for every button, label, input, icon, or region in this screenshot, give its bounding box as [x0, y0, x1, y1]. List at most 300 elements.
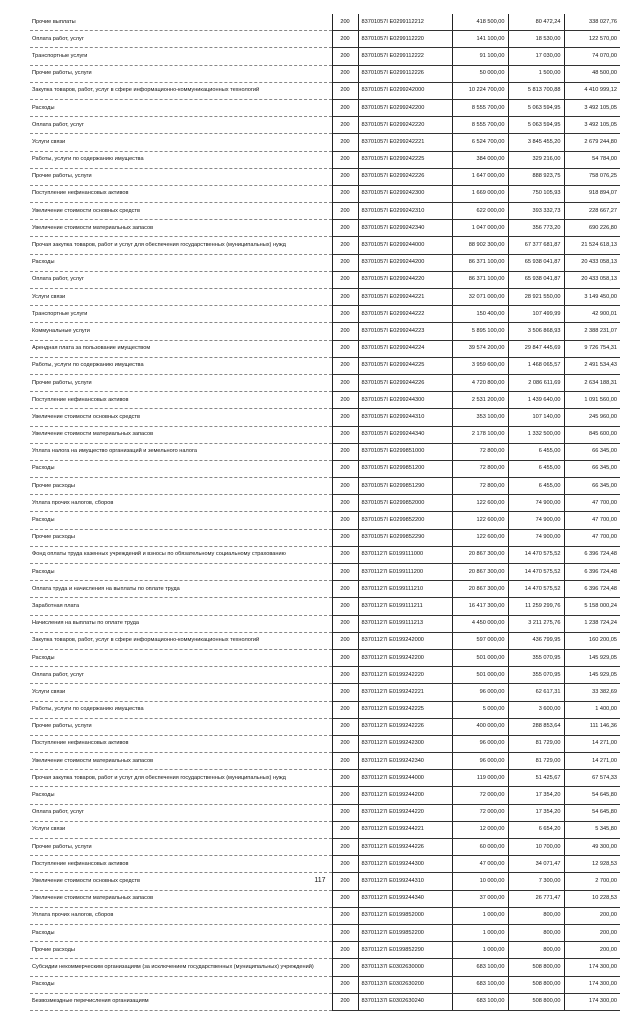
row-executed-amount: 17 030,00 — [508, 48, 564, 65]
row-name-text: Прочие расходы — [32, 534, 75, 541]
table-row — [30, 289, 620, 306]
row-name-text: Закупка товаров, работ, услуг в сфере информационно-коммуникационных технологий — [32, 87, 260, 94]
row-name-text: Прочие работы, услуги — [32, 70, 92, 77]
row-approved-amount: 10 000,00 — [452, 873, 508, 890]
row-line-code: 200 — [332, 117, 358, 134]
row-line-code: 200 — [332, 134, 358, 151]
table-row — [30, 65, 620, 82]
row-unexecuted-amount: 6 396 724,48 — [564, 546, 620, 563]
row-unexecuted-amount: 3 492 105,05 — [564, 99, 620, 116]
row-line-code: 200 — [332, 168, 358, 185]
row-name-text: Оплата работ, услуг — [32, 35, 84, 42]
row-executed-amount: 800,00 — [508, 907, 564, 924]
table-row — [30, 512, 620, 529]
row-name — [30, 564, 332, 581]
row-name — [30, 615, 332, 632]
row-approved-amount: 72 800,00 — [452, 460, 508, 477]
row-name-text: Поступление нефинансовых активов — [32, 860, 129, 867]
row-executed-amount: 14 470 575,52 — [508, 564, 564, 581]
row-budget-code: 83701127I E0199111210 — [358, 581, 452, 598]
table-row — [30, 460, 620, 477]
table-row — [30, 48, 620, 65]
row-executed-amount: 17 354,20 — [508, 787, 564, 804]
table-row — [30, 220, 620, 237]
row-name — [30, 581, 332, 598]
row-unexecuted-amount: 111 146,36 — [564, 718, 620, 735]
row-budget-code: 83701127I E0199852200 — [358, 924, 452, 941]
row-unexecuted-amount: 6 396 724,48 — [564, 581, 620, 598]
table-row — [30, 821, 620, 838]
row-name-text: Услуги связи — [32, 688, 66, 695]
row-line-code: 200 — [332, 993, 358, 1010]
table-row — [30, 753, 620, 770]
row-budget-code: 83701057I E0299244310 — [358, 409, 452, 426]
row-name — [30, 924, 332, 941]
row-executed-amount: 3 211 275,76 — [508, 615, 564, 632]
row-name — [30, 976, 332, 993]
row-unexecuted-amount: 2 491 534,43 — [564, 357, 620, 374]
row-name — [30, 495, 332, 512]
row-line-code: 200 — [332, 564, 358, 581]
table-row — [30, 374, 620, 391]
table-row — [30, 632, 620, 649]
row-executed-amount: 74 900,00 — [508, 512, 564, 529]
row-executed-amount: 11 259 299,76 — [508, 598, 564, 615]
row-executed-amount: 355 070,95 — [508, 649, 564, 666]
row-approved-amount: 683 100,00 — [452, 976, 508, 993]
row-budget-code: 83701057I E0299244222 — [358, 306, 452, 323]
row-unexecuted-amount: 48 500,00 — [564, 65, 620, 82]
row-line-code: 200 — [332, 684, 358, 701]
row-line-code: 200 — [332, 598, 358, 615]
row-budget-code: 83701057I E0299112226 — [358, 65, 452, 82]
row-unexecuted-amount: 338 027,76 — [564, 14, 620, 31]
row-name — [30, 478, 332, 495]
row-name — [30, 598, 332, 615]
table-row — [30, 718, 620, 735]
row-executed-amount: 5 063 594,95 — [508, 99, 564, 116]
row-name — [30, 701, 332, 718]
row-unexecuted-amount: 47 700,00 — [564, 512, 620, 529]
row-approved-amount: 1 000,00 — [452, 942, 508, 959]
row-line-code: 200 — [332, 340, 358, 357]
row-approved-amount: 384 000,00 — [452, 151, 508, 168]
row-name-text: Безвозмездные перечисления организациям — [32, 998, 149, 1005]
table-row — [30, 478, 620, 495]
row-name-text: Прочие расходы — [32, 482, 75, 489]
row-executed-amount: 28 921 550,00 — [508, 289, 564, 306]
row-approved-amount: 418 500,00 — [452, 14, 508, 31]
row-executed-amount: 18 530,00 — [508, 31, 564, 48]
row-approved-amount: 150 400,00 — [452, 306, 508, 323]
row-approved-amount: 20 867 300,00 — [452, 564, 508, 581]
row-name — [30, 151, 332, 168]
row-line-code: 200 — [332, 821, 358, 838]
row-budget-code: 83701127I E0199111213 — [358, 615, 452, 632]
row-name — [30, 237, 332, 254]
row-executed-amount: 26 771,47 — [508, 890, 564, 907]
row-approved-amount: 400 000,00 — [452, 718, 508, 735]
row-line-code: 200 — [332, 546, 358, 563]
row-name-text: Увеличение стоимости материальных запасов — [32, 224, 154, 231]
row-unexecuted-amount: 20 433 058,13 — [564, 271, 620, 288]
row-executed-amount: 1 500,00 — [508, 65, 564, 82]
row-name-text: Расходы — [32, 981, 55, 988]
row-unexecuted-amount: 47 700,00 — [564, 529, 620, 546]
row-unexecuted-amount: 54 784,00 — [564, 151, 620, 168]
row-executed-amount: 5 813 700,88 — [508, 82, 564, 99]
row-approved-amount: 72 800,00 — [452, 478, 508, 495]
row-name — [30, 546, 332, 563]
row-executed-amount: 14 470 575,52 — [508, 546, 564, 563]
row-executed-amount: 65 938 041,87 — [508, 271, 564, 288]
row-budget-code: 83701127I E0199244000 — [358, 770, 452, 787]
row-approved-amount: 5 000,00 — [452, 701, 508, 718]
row-unexecuted-amount: 145 929,05 — [564, 667, 620, 684]
row-unexecuted-amount: 2 700,00 — [564, 873, 620, 890]
table-row — [30, 134, 620, 151]
row-approved-amount: 1 047 000,00 — [452, 220, 508, 237]
row-line-code: 200 — [332, 392, 358, 409]
row-budget-code: 83701057I E0299244221 — [358, 289, 452, 306]
row-name — [30, 220, 332, 237]
table-row — [30, 529, 620, 546]
row-budget-code: 83701057I E0299242220 — [358, 117, 452, 134]
row-budget-code: 83701127I E0199852290 — [358, 942, 452, 959]
row-unexecuted-amount: 160 200,05 — [564, 632, 620, 649]
row-approved-amount: 8 555 700,00 — [452, 117, 508, 134]
row-executed-amount: 80 472,24 — [508, 14, 564, 31]
page-number: 117 — [314, 877, 326, 884]
row-line-code: 200 — [332, 254, 358, 271]
row-name-text: Прочие работы, услуги — [32, 723, 92, 730]
row-name-text: Транспортные услуги — [32, 52, 88, 59]
row-budget-code: 83701057I E0299244340 — [358, 426, 452, 443]
row-unexecuted-amount: 9 726 754,31 — [564, 340, 620, 357]
row-name — [30, 942, 332, 959]
row-name — [30, 907, 332, 924]
row-executed-amount: 17 354,20 — [508, 804, 564, 821]
row-line-code: 200 — [332, 924, 358, 941]
row-name-text: Уплата прочих налогов, сборов — [32, 499, 114, 506]
row-name-text: Прочие выплаты — [32, 18, 76, 25]
row-budget-code: 83701057I E0299112220 — [358, 31, 452, 48]
row-approved-amount: 1 000,00 — [452, 924, 508, 941]
table-row — [30, 701, 620, 718]
row-executed-amount: 107 140,00 — [508, 409, 564, 426]
row-approved-amount: 47 000,00 — [452, 856, 508, 873]
row-name — [30, 374, 332, 391]
row-executed-amount: 888 923,75 — [508, 168, 564, 185]
row-name-text: Оплата работ, услуг — [32, 121, 84, 128]
row-name-text: Поступление нефинансовых активов — [32, 740, 129, 747]
row-approved-amount: 6 524 700,00 — [452, 134, 508, 151]
row-approved-amount: 3 959 600,00 — [452, 357, 508, 374]
row-executed-amount: 3 506 868,93 — [508, 323, 564, 340]
row-name-text: Работы, услуги по содержанию имущества — [32, 706, 144, 713]
row-line-code: 200 — [332, 718, 358, 735]
table-row — [30, 959, 620, 976]
row-line-code: 200 — [332, 306, 358, 323]
row-approved-amount: 72 000,00 — [452, 787, 508, 804]
table-row — [30, 856, 620, 873]
row-name — [30, 340, 332, 357]
row-budget-code: 83701057I E0299244220 — [358, 271, 452, 288]
row-unexecuted-amount: 67 574,33 — [564, 770, 620, 787]
row-executed-amount: 3 600,00 — [508, 701, 564, 718]
row-approved-amount: 122 600,00 — [452, 495, 508, 512]
row-line-code: 200 — [332, 82, 358, 99]
row-name — [30, 14, 332, 31]
row-line-code: 200 — [332, 890, 358, 907]
row-budget-code: 83701127I E0199244220 — [358, 804, 452, 821]
row-approved-amount: 39 574 200,00 — [452, 340, 508, 357]
table-row — [30, 426, 620, 443]
row-line-code: 200 — [332, 271, 358, 288]
row-approved-amount: 86 371 100,00 — [452, 271, 508, 288]
row-line-code: 200 — [332, 426, 358, 443]
row-unexecuted-amount: 200,00 — [564, 907, 620, 924]
row-executed-amount: 81 729,00 — [508, 753, 564, 770]
row-name — [30, 529, 332, 546]
row-line-code: 200 — [332, 289, 358, 306]
table-row — [30, 323, 620, 340]
table-row — [30, 306, 620, 323]
row-name — [30, 392, 332, 409]
row-budget-code: 83701127I E0199244310 — [358, 873, 452, 890]
row-name-text: Уплата прочих налогов, сборов — [32, 912, 114, 919]
row-approved-amount: 72 000,00 — [452, 804, 508, 821]
row-unexecuted-amount: 66 345,00 — [564, 478, 620, 495]
row-budget-code: 83701057I E0299244224 — [358, 340, 452, 357]
row-executed-amount: 34 071,47 — [508, 856, 564, 873]
row-name-text: Расходы — [32, 929, 55, 936]
row-unexecuted-amount: 690 226,80 — [564, 220, 620, 237]
row-name-text: Расходы — [32, 259, 55, 266]
row-executed-amount: 29 847 445,69 — [508, 340, 564, 357]
row-name-text: Транспортные услуги — [32, 310, 88, 317]
table-row — [30, 924, 620, 941]
row-name — [30, 770, 332, 787]
row-name — [30, 168, 332, 185]
row-budget-code: 83701057I E0299244226 — [358, 374, 452, 391]
row-executed-amount: 508 800,00 — [508, 976, 564, 993]
row-approved-amount: 16 417 300,00 — [452, 598, 508, 615]
row-unexecuted-amount: 14 271,00 — [564, 753, 620, 770]
row-name-text: Услуги связи — [32, 138, 66, 145]
row-approved-amount: 501 000,00 — [452, 667, 508, 684]
row-budget-code: 83701057I E0299244223 — [358, 323, 452, 340]
row-name-text: Расходы — [32, 517, 55, 524]
row-executed-amount: 7 300,00 — [508, 873, 564, 890]
row-executed-amount: 62 617,31 — [508, 684, 564, 701]
row-name — [30, 99, 332, 116]
row-executed-amount: 6 455,00 — [508, 460, 564, 477]
row-approved-amount: 122 600,00 — [452, 529, 508, 546]
row-name — [30, 409, 332, 426]
row-line-code: 200 — [332, 907, 358, 924]
row-unexecuted-amount: 200,00 — [564, 942, 620, 959]
row-unexecuted-amount: 2 634 188,31 — [564, 374, 620, 391]
row-line-code: 200 — [332, 667, 358, 684]
row-budget-code: 83701137I E0302630000 — [358, 959, 452, 976]
row-name — [30, 839, 332, 856]
row-budget-code: 83701127I E0199111211 — [358, 598, 452, 615]
row-unexecuted-amount: 174 300,00 — [564, 959, 620, 976]
row-approved-amount: 20 867 300,00 — [452, 581, 508, 598]
row-budget-code: 83701127I E0199244340 — [358, 890, 452, 907]
row-name-text: Расходы — [32, 568, 55, 575]
row-unexecuted-amount: 174 300,00 — [564, 993, 620, 1010]
row-line-code: 200 — [332, 839, 358, 856]
row-name — [30, 753, 332, 770]
row-name — [30, 649, 332, 666]
table-row — [30, 942, 620, 959]
row-approved-amount: 72 800,00 — [452, 443, 508, 460]
row-unexecuted-amount: 47 700,00 — [564, 495, 620, 512]
row-name — [30, 667, 332, 684]
row-budget-code: 83701057I E0299242340 — [358, 220, 452, 237]
row-budget-code: 83701057I E0299242300 — [358, 185, 452, 202]
row-budget-code: 83701127I E0199852000 — [358, 907, 452, 924]
row-executed-amount: 1 439 640,00 — [508, 392, 564, 409]
row-budget-code: 83701127I E0199244226 — [358, 839, 452, 856]
row-budget-code: 83701057I E0299112222 — [358, 48, 452, 65]
table-row — [30, 564, 620, 581]
row-name-text: Оплата работ, услуг — [32, 671, 84, 678]
row-line-code: 200 — [332, 495, 358, 512]
row-name-text: Увеличение стоимости основных средств — [32, 207, 140, 214]
row-unexecuted-amount: 122 570,00 — [564, 31, 620, 48]
row-approved-amount: 96 000,00 — [452, 735, 508, 752]
row-budget-code: 83701127I E0199242200 — [358, 649, 452, 666]
row-name — [30, 271, 332, 288]
row-budget-code: 83701127I E0199242225 — [358, 701, 452, 718]
table-row — [30, 392, 620, 409]
row-approved-amount: 37 000,00 — [452, 890, 508, 907]
row-line-code: 200 — [332, 409, 358, 426]
table-row — [30, 735, 620, 752]
row-budget-code: 83701127I E0199244300 — [358, 856, 452, 873]
row-line-code: 200 — [332, 735, 358, 752]
row-unexecuted-amount: 66 345,00 — [564, 443, 620, 460]
row-executed-amount: 65 938 041,87 — [508, 254, 564, 271]
row-name-text: Начисления на выплаты по оплате труда — [32, 620, 140, 627]
row-unexecuted-amount: 200,00 — [564, 924, 620, 941]
row-name — [30, 357, 332, 374]
row-approved-amount: 683 100,00 — [452, 993, 508, 1010]
row-approved-amount: 91 100,00 — [452, 48, 508, 65]
row-unexecuted-amount: 54 645,80 — [564, 787, 620, 804]
row-approved-amount: 96 000,00 — [452, 684, 508, 701]
table-row — [30, 254, 620, 271]
row-name-text: Увеличение стоимости материальных запасов — [32, 895, 154, 902]
row-unexecuted-amount: 1 238 724,24 — [564, 615, 620, 632]
row-line-code: 200 — [332, 357, 358, 374]
table-row — [30, 203, 620, 220]
table-row — [30, 839, 620, 856]
row-approved-amount: 2 531 200,00 — [452, 392, 508, 409]
row-approved-amount: 597 000,00 — [452, 632, 508, 649]
row-budget-code: 83701057I E0299244000 — [358, 237, 452, 254]
row-line-code: 200 — [332, 753, 358, 770]
row-name-text: Оплата работ, услуг — [32, 276, 84, 283]
row-line-code: 200 — [332, 151, 358, 168]
row-budget-code: 83701057I E0299852290 — [358, 529, 452, 546]
row-executed-amount: 5 063 594,95 — [508, 117, 564, 134]
row-unexecuted-amount: 918 894,07 — [564, 185, 620, 202]
row-name — [30, 821, 332, 838]
row-unexecuted-amount: 54 645,80 — [564, 804, 620, 821]
row-line-code: 200 — [332, 804, 358, 821]
row-executed-amount: 1 332 500,00 — [508, 426, 564, 443]
row-name-text: Расходы — [32, 654, 55, 661]
row-approved-amount: 2 178 100,00 — [452, 426, 508, 443]
row-budget-code: 83701057I E0299244225 — [358, 357, 452, 374]
row-name-text: Увеличение стоимости материальных запасов — [32, 431, 154, 438]
row-line-code: 200 — [332, 460, 358, 477]
row-unexecuted-amount: 66 345,00 — [564, 460, 620, 477]
table-row — [30, 151, 620, 168]
table-row — [30, 804, 620, 821]
row-budget-code: 83701057I E0299242221 — [358, 134, 452, 151]
row-approved-amount: 5 895 100,00 — [452, 323, 508, 340]
row-name-text: Увеличение стоимости основных средств — [32, 413, 140, 420]
row-unexecuted-amount: 20 433 058,13 — [564, 254, 620, 271]
row-line-code: 200 — [332, 374, 358, 391]
row-name-text: Прочие работы, услуги — [32, 173, 92, 180]
row-budget-code: 83701057I E0299244300 — [358, 392, 452, 409]
row-line-code: 200 — [332, 701, 358, 718]
table-row — [30, 546, 620, 563]
table-row — [30, 907, 620, 924]
table-row — [30, 168, 620, 185]
row-name-text: Расходы — [32, 104, 55, 111]
row-budget-code: 83701127I E0199242300 — [358, 735, 452, 752]
row-budget-code: 83701127I E0199244221 — [358, 821, 452, 838]
row-name — [30, 787, 332, 804]
row-name — [30, 306, 332, 323]
table-row — [30, 787, 620, 804]
row-name — [30, 48, 332, 65]
row-line-code: 200 — [332, 512, 358, 529]
row-name-text: Коммунальные услуги — [32, 327, 90, 334]
row-budget-code: 83701137I E0302630200 — [358, 976, 452, 993]
row-approved-amount: 88 902 300,00 — [452, 237, 508, 254]
row-name — [30, 426, 332, 443]
table-row — [30, 770, 620, 787]
row-line-code: 200 — [332, 770, 358, 787]
row-name-text: Уплата налога на имущество организаций и земельного налога — [32, 448, 197, 455]
row-name-text: Поступление нефинансовых активов — [32, 190, 129, 197]
table-row — [30, 185, 620, 202]
row-budget-code: 83701057I E0299244200 — [358, 254, 452, 271]
row-budget-code: 83701057I E0299242000 — [358, 82, 452, 99]
row-line-code: 200 — [332, 220, 358, 237]
row-name-text: Расходы — [32, 465, 55, 472]
row-executed-amount: 67 377 681,87 — [508, 237, 564, 254]
row-name — [30, 134, 332, 151]
table-row — [30, 31, 620, 48]
row-budget-code: 83701127I E0199242221 — [358, 684, 452, 701]
row-line-code: 200 — [332, 649, 358, 666]
row-approved-amount: 20 867 300,00 — [452, 546, 508, 563]
row-name — [30, 323, 332, 340]
row-unexecuted-amount: 6 396 724,48 — [564, 564, 620, 581]
row-budget-code: 83701057I E0299852000 — [358, 495, 452, 512]
row-line-code: 200 — [332, 787, 358, 804]
table-row — [30, 99, 620, 116]
